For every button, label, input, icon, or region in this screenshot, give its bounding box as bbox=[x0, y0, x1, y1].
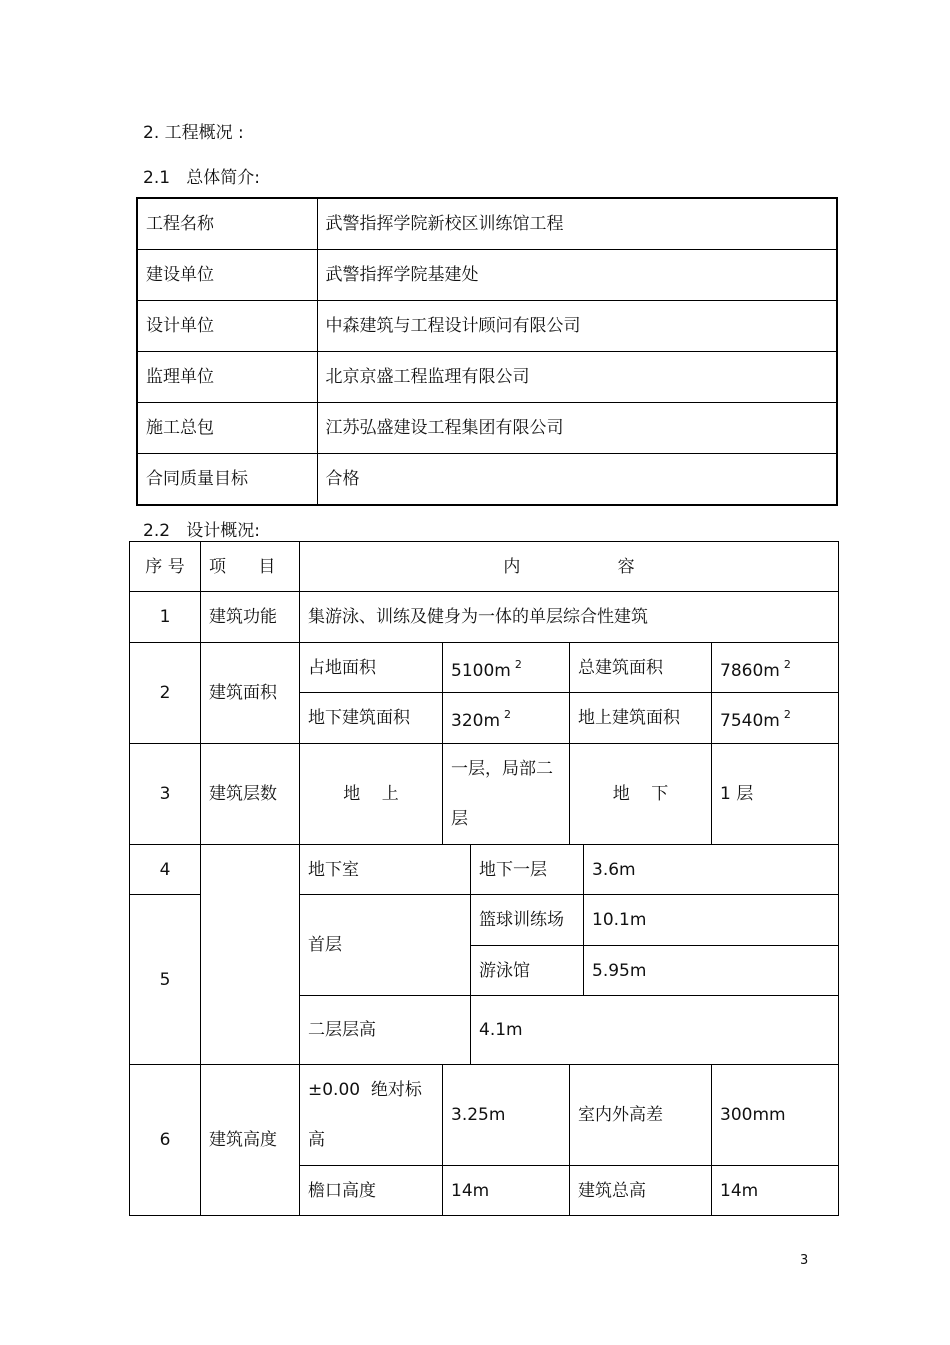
overview-value: 北京京盛工程监理有限公司 bbox=[317, 352, 837, 403]
aboveground-area-value: 7540m $^2$ bbox=[712, 693, 839, 744]
overview-row bbox=[137, 454, 837, 506]
section-heading-2: 2. 工程概况 : bbox=[143, 123, 244, 143]
aboveground-area-label: 地上建筑面积 bbox=[570, 693, 712, 744]
row-number: 1 bbox=[130, 592, 201, 643]
basement-height: 3.6m bbox=[584, 845, 839, 895]
design-row-3 bbox=[130, 744, 839, 845]
land-area-label: 占地面积 bbox=[300, 643, 443, 693]
overview-label: 监理单位 bbox=[137, 352, 317, 403]
overview-label: 施工总包 bbox=[137, 403, 317, 454]
eave-height-value: 14m bbox=[443, 1166, 570, 1216]
design-table bbox=[129, 541, 839, 1216]
row-item-empty bbox=[201, 845, 300, 1065]
design-row-1 bbox=[130, 592, 839, 643]
header-content: 内 容 bbox=[300, 542, 839, 592]
underground-area-label: 地下建筑面积 bbox=[300, 693, 443, 744]
row-number: 3 bbox=[130, 744, 201, 845]
overview-value: 合格 bbox=[317, 454, 837, 506]
overview-row bbox=[137, 352, 837, 403]
height-diff-label: 室内外高差 bbox=[570, 1065, 712, 1166]
overview-value: 江苏弘盛建设工程集团有限公司 bbox=[317, 403, 837, 454]
overview-row bbox=[137, 198, 837, 250]
overview-row bbox=[137, 250, 837, 301]
total-height-label: 建筑总高 bbox=[570, 1166, 712, 1216]
design-row-4 bbox=[130, 845, 839, 895]
row-content: 集游泳、训练及健身为一体的单层综合性建筑 bbox=[300, 592, 839, 643]
header-no: 序 号 bbox=[130, 542, 201, 592]
row-number: 2 bbox=[130, 643, 201, 744]
second-floor-height: 4.1m bbox=[471, 996, 839, 1065]
row-item: 建筑层数 bbox=[201, 744, 300, 845]
row-number: 6 bbox=[130, 1065, 201, 1216]
basketball-height: 10.1m bbox=[584, 895, 839, 946]
row-number: 4 bbox=[130, 845, 201, 895]
second-floor-label: 二层层高 bbox=[300, 996, 471, 1065]
first-floor-label: 首层 bbox=[300, 895, 471, 996]
overview-label: 设计单位 bbox=[137, 301, 317, 352]
overview-label: 建设单位 bbox=[137, 250, 317, 301]
underground-area-value: 320m $^2$ bbox=[443, 693, 570, 744]
floors-below-value: 1 层 bbox=[712, 744, 839, 845]
overview-label: 合同质量目标 bbox=[137, 454, 317, 506]
design-row-6a bbox=[130, 1065, 839, 1166]
header-item: 项 目 bbox=[201, 542, 300, 592]
design-row-2 bbox=[130, 643, 839, 693]
basement-sub: 地下一层 bbox=[471, 845, 584, 895]
row-item: 建筑面积 bbox=[201, 643, 300, 744]
total-area-value: 7860m $^2$ bbox=[712, 643, 839, 693]
elevation-value: 3.25m bbox=[443, 1065, 570, 1166]
overview-row bbox=[137, 301, 837, 352]
basement-label: 地下室 bbox=[300, 845, 471, 895]
total-area-label: 总建筑面积 bbox=[570, 643, 712, 693]
section-heading-2-1: 2.1 总体简介: bbox=[143, 168, 260, 188]
page-number: 3 bbox=[800, 1253, 809, 1268]
basketball-label: 篮球训练场 bbox=[471, 895, 584, 946]
row-item: 建筑功能 bbox=[201, 592, 300, 643]
overview-value: 中森建筑与工程设计顾问有限公司 bbox=[317, 301, 837, 352]
overview-row bbox=[137, 403, 837, 454]
section-heading-2-2: 2.2 设计概况: bbox=[143, 521, 260, 541]
overview-label: 工程名称 bbox=[137, 198, 317, 250]
eave-height-label: 檐口高度 bbox=[300, 1166, 443, 1216]
pool-label: 游泳馆 bbox=[471, 946, 584, 996]
floors-below-label: 地 下 bbox=[570, 744, 712, 845]
design-header-row bbox=[130, 542, 839, 592]
overview-table bbox=[136, 197, 838, 506]
land-area-value: 5100m $^2$ bbox=[443, 643, 570, 693]
floors-above-label: 地 上 bbox=[300, 744, 443, 845]
row-number: 5 bbox=[130, 895, 201, 1065]
floors-above-value: 一层，局部二层 bbox=[443, 744, 570, 845]
total-height-value: 14m bbox=[712, 1166, 839, 1216]
pool-height: 5.95m bbox=[584, 946, 839, 996]
row-item: 建筑高度 bbox=[201, 1065, 300, 1216]
overview-value: 武警指挥学院新校区训练馆工程 bbox=[317, 198, 837, 250]
elevation-label: ±0.00 绝对标高 bbox=[300, 1065, 443, 1166]
height-diff-value: 300mm bbox=[712, 1065, 839, 1166]
overview-value: 武警指挥学院基建处 bbox=[317, 250, 837, 301]
